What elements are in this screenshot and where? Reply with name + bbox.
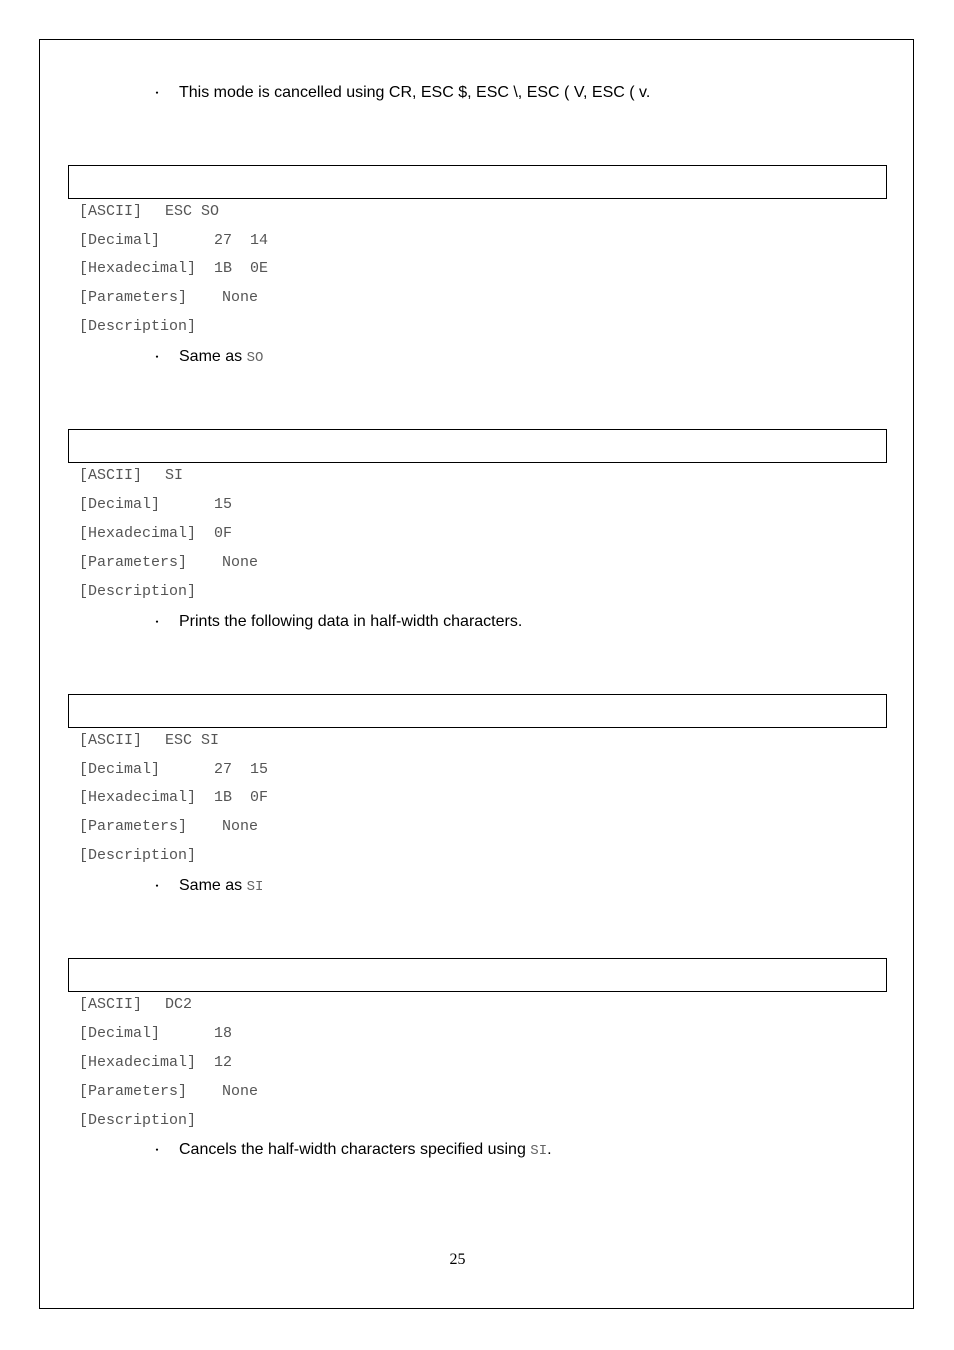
description-text: Same as	[179, 348, 247, 365]
hex-row	[79, 787, 269, 809]
parameters-label: [Parameters]	[79, 818, 188, 835]
description-label: [Description]	[79, 583, 197, 600]
decimal-value: 18	[214, 1025, 233, 1042]
parameters-row	[79, 1081, 259, 1103]
ascii-label: [ASCII]	[79, 996, 143, 1013]
parameters-row	[79, 552, 259, 574]
ascii-value: DC2	[165, 996, 193, 1013]
parameters-value: None	[222, 818, 259, 835]
description-code: SI	[530, 1143, 548, 1159]
bullet-icon: ・	[151, 86, 164, 100]
decimal-row	[79, 1023, 233, 1045]
hex-value: 12	[214, 1054, 233, 1071]
bullet-icon: ・	[151, 1143, 164, 1157]
ascii-value: ESC SO	[165, 203, 220, 220]
bullet-icon: ・	[151, 879, 164, 893]
ascii-row	[79, 201, 220, 223]
decimal-label: [Decimal]	[79, 1025, 161, 1042]
hex-value: 1B 0F	[214, 789, 269, 806]
page-frame	[39, 39, 914, 1309]
description-bullet-item	[151, 1139, 552, 1161]
ascii-label: [ASCII]	[79, 203, 143, 220]
description-row	[79, 581, 197, 603]
decimal-value: 27 15	[214, 761, 269, 778]
hex-label: [Hexadecimal]	[79, 789, 197, 806]
description-bullet-item	[151, 875, 264, 897]
description-label: [Description]	[79, 318, 197, 335]
command-heading-box	[68, 958, 887, 992]
description-row	[79, 316, 197, 338]
description-bullet-item	[151, 346, 264, 368]
intro-bullet-item	[151, 82, 651, 104]
decimal-label: [Decimal]	[79, 761, 161, 778]
ascii-value: ESC SI	[165, 732, 220, 749]
ascii-label: [ASCII]	[79, 732, 143, 749]
description-suffix: .	[547, 1141, 552, 1158]
hex-row	[79, 1052, 233, 1074]
description-row	[79, 845, 197, 867]
parameters-label: [Parameters]	[79, 1083, 188, 1100]
page-number: 25	[449, 1251, 466, 1268]
description-text: Prints the following data in half-width characters.	[179, 613, 523, 630]
ascii-value: SI	[165, 467, 184, 484]
description-row	[79, 1110, 197, 1132]
hex-label: [Hexadecimal]	[79, 1054, 197, 1071]
decimal-value: 15	[214, 496, 233, 513]
description-text: Same as	[179, 877, 247, 894]
decimal-row	[79, 494, 233, 516]
bullet-icon: ・	[151, 350, 164, 364]
description-text: Cancels the half-width characters specified using	[179, 1141, 531, 1158]
decimal-label: [Decimal]	[79, 496, 161, 513]
parameters-label: [Parameters]	[79, 554, 188, 571]
description-code: SI	[246, 879, 264, 895]
decimal-row	[79, 759, 269, 781]
decimal-row	[79, 230, 269, 252]
intro-text: This mode is cancelled using CR, ESC $, ESC \, ESC ( V, ESC ( v.	[179, 84, 651, 101]
parameters-value: None	[222, 289, 259, 306]
decimal-label: [Decimal]	[79, 232, 161, 249]
hex-value: 1B 0E	[214, 260, 269, 277]
description-label: [Description]	[79, 847, 197, 864]
command-heading-box	[68, 165, 887, 199]
hex-row	[79, 258, 269, 280]
description-code: SO	[246, 350, 264, 366]
command-heading-box	[68, 694, 887, 728]
ascii-row	[79, 730, 220, 752]
ascii-label: [ASCII]	[79, 467, 143, 484]
hex-row	[79, 523, 233, 545]
ascii-row	[79, 994, 193, 1016]
parameters-row	[79, 287, 259, 309]
hex-label: [Hexadecimal]	[79, 525, 197, 542]
decimal-value: 27 14	[214, 232, 269, 249]
parameters-row	[79, 816, 259, 838]
ascii-row	[79, 465, 184, 487]
description-label: [Description]	[79, 1112, 197, 1129]
parameters-value: None	[222, 1083, 259, 1100]
parameters-label: [Parameters]	[79, 289, 188, 306]
parameters-value: None	[222, 554, 259, 571]
hex-value: 0F	[214, 525, 233, 542]
command-heading-box	[68, 429, 887, 463]
bullet-icon: ・	[151, 615, 164, 629]
hex-label: [Hexadecimal]	[79, 260, 197, 277]
description-bullet-item	[151, 611, 523, 633]
